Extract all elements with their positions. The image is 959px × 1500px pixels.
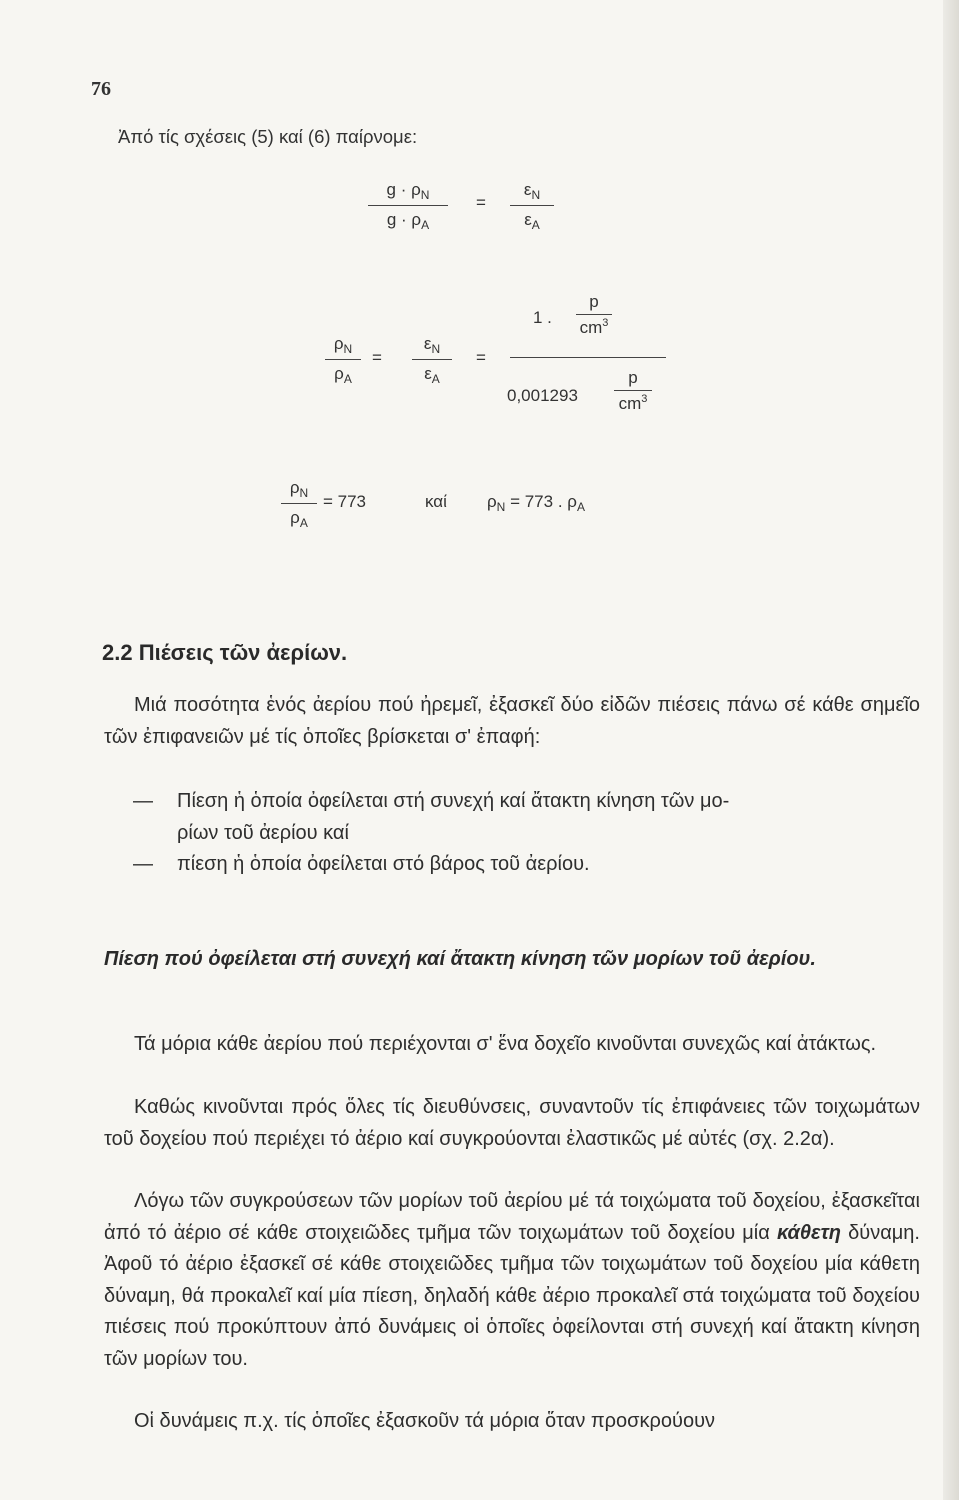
eq3-rho-fraction: $\rho_N$ $\rho_A$ — [281, 478, 317, 530]
eq1-right-fraction: $\varepsilon_N$ $\varepsilon_A$ — [510, 180, 554, 232]
paragraph-molecules: Τά μόρια κάθε ἀερίου πού περιέχονται σ' ἕνα δοχεῖο κινοῦνται συνεχῶς καί ἀτάκτως. — [134, 1033, 877, 1055]
eq2-denominator-coefficient: 0,001293 — [507, 386, 578, 405]
eq2-rho-fraction: $\rho_N$ $\rho_A$ — [325, 334, 361, 386]
eq1-equals: = — [476, 193, 486, 212]
paragraph-force: Λόγω τῶν συγκρούσεων τῶν μορίων τοῦ ἀερίου μέ τά τοιχώματα τοῦ δοχείου, ἐξασκεῖται ἀπό τό ἀέριο σέ κάθε στοιχειῶδες τμῆμα τῶν τοιχωμάτων τοῦ δοχείου μία κάθετη δύναμη. Ἀφοῦ τό ἀέριο ἐξασκεῖ σέ κάθε στοιχειῶδες τμῆμα τῶν τοιχωμάτων τοῦ δοχείου μία κάθετη δύναμη, θά προκαλεῖ καί μία πίεση, δηλαδή κάθε ἀέριο προκαλεῖ στά τοιχώματα τοῦ δοχείου πιέσεις πού προκύπτουν ἀπό δυνάμεις οἱ ὁποῖες ὀφείλονται στή συνεχή καί ἄτακτη κίνηση τῶν μορίων του. — [104, 1190, 920, 1370]
paragraph-intro: Μιά ποσότητα ἑνός ἀερίου πού ἠρεμεῖ, ἐξασκεῖ δύο εἰδῶν πιέσεις πάνω σέ κάθε σημεῖο τῶν ἐπιφανειῶν μέ τίς ὁποῖες βρίσκεται σ' ἐπαφή: — [104, 694, 920, 748]
eq2-equals-a: = — [372, 348, 382, 367]
eq2-epsilon-fraction: $\varepsilon_N$ $\varepsilon_A$ — [412, 334, 452, 386]
section-heading: 2.2 Πιέσεις τῶν ἀερίων. — [102, 640, 348, 665]
paragraph-collisions: Καθώς κινοῦνται πρός ὅλες τίς διευθύνσεις, συναντοῦν τίς ἐπιφάνειες τῶν τοιχωμάτων τοῦ δοχείου πού περιέχει τό ἀέριο καί συγκρούονται ἐλαστικῶς μέ αὐτές (σχ. 2.2α). — [104, 1096, 920, 1150]
eq2-main-fraction-line — [510, 357, 666, 358]
bullet-item-2: — πίεση ἡ ὁποία ὀφείλεται στό βάρος τοῦ ἀερίου. — [133, 853, 590, 875]
intro-sentence: Ἀπό τίς σχέσεις (5) καί (6) παίρνομε: — [118, 126, 418, 147]
subsection-heading: Πίεση πού ὀφείλεται στή συνεχή καί ἄτακτη κίνηση τῶν μορίων τοῦ ἀερίου. — [104, 948, 816, 970]
eq3-result: = 773 — [323, 492, 367, 511]
eq2-denominator-unit: p $cm^3$ — [608, 368, 658, 414]
eq1-left-fraction: $g \cdot \rho_N$ $g \cdot \rho_A$ — [368, 180, 448, 232]
page-edge-shadow — [943, 0, 959, 1500]
bullet-item-1: — Πίεση ἡ ὁποία ὀφείλεται στή συνεχή καί ἄτακτη κίνηση τῶν μο- ρίων τοῦ ἀερίου καί — [133, 790, 730, 844]
page-number: 76 — [91, 78, 111, 100]
eq2-numerator-unit: p $cm^3$ — [570, 292, 618, 338]
eq3-rhs: $\rho_N = 773$ . $\rho_A$ — [487, 492, 585, 514]
eq2-numerator-coefficient: 1 . — [533, 308, 552, 327]
eq2-equals-b: = — [476, 348, 486, 367]
paragraph-forces-example: Οἱ δυνάμεις π.χ. τίς ὁποῖες ἐξασκοῦν τά μόρια ὅταν προσκρούουν — [134, 1410, 716, 1432]
eq3-conjunction: καί — [425, 492, 447, 511]
